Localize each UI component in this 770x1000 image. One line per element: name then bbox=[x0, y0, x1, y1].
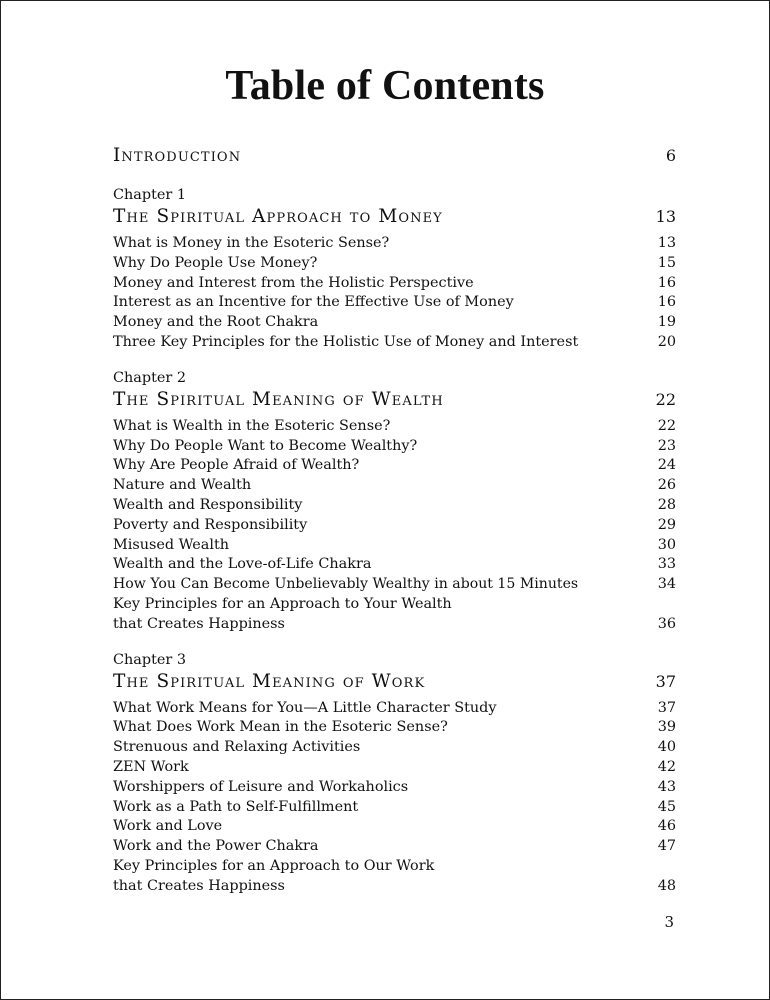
toc-entry-text: What is Wealth in the Esoteric Sense? bbox=[113, 417, 391, 434]
toc-entry[interactable] bbox=[113, 738, 676, 758]
toc-entry-text: Misused Wealth bbox=[113, 536, 230, 553]
toc-entry[interactable] bbox=[113, 798, 676, 818]
toc-entry-text: ZEN Work bbox=[113, 758, 189, 775]
toc-entry-text: Key Principles for an Approach to Your Wealth bbox=[113, 595, 452, 612]
table-of-contents bbox=[113, 143, 676, 897]
chapter-3 bbox=[113, 651, 676, 897]
toc-entry[interactable] bbox=[113, 699, 676, 719]
toc-entry-text: Why Do People Use Money? bbox=[113, 254, 318, 271]
toc-entry-text: Worshippers of Leisure and Workaholics bbox=[113, 778, 409, 795]
toc-entry-text: Wealth and the Love-of-Life Chakra bbox=[113, 556, 372, 573]
toc-page-number: 13 bbox=[657, 235, 676, 251]
chapter-label: Chapter 2 bbox=[113, 369, 186, 386]
toc-entry[interactable] bbox=[113, 476, 676, 496]
toc-page-number: 29 bbox=[657, 516, 676, 533]
toc-entry-text: Money and Interest from the Holistic Perspective bbox=[113, 274, 474, 291]
toc-entry-text: Interest as an Incentive for the Effective Use of Money bbox=[113, 294, 514, 311]
chapter-1 bbox=[113, 186, 676, 353]
toc-entry[interactable] bbox=[113, 758, 676, 778]
toc-page-number: 16 bbox=[657, 294, 676, 311]
toc-page-number: 20 bbox=[657, 333, 676, 350]
chapter-title-row[interactable] bbox=[113, 387, 676, 413]
toc-entry-text: Poverty and Responsibility bbox=[113, 516, 308, 533]
toc-page-number: 40 bbox=[657, 739, 676, 756]
toc-entry[interactable] bbox=[113, 837, 676, 857]
toc-entry[interactable] bbox=[113, 333, 676, 353]
toc-entry[interactable] bbox=[113, 575, 676, 595]
toc-page-number: 22 bbox=[657, 417, 676, 434]
chapter-title-row[interactable] bbox=[113, 204, 676, 230]
toc-entry-text: Strenuous and Relaxing Activities bbox=[113, 739, 361, 756]
toc-page-number: 13 bbox=[655, 207, 676, 226]
toc-entry[interactable] bbox=[113, 516, 676, 536]
toc-page-number: 26 bbox=[657, 477, 676, 494]
toc-page-number: 45 bbox=[657, 798, 676, 815]
toc-page-number: 48 bbox=[657, 877, 676, 894]
toc-introduction[interactable] bbox=[113, 143, 676, 169]
toc-entry-text: How You Can Become Unbelievably Wealthy in about 15 Minutes bbox=[113, 576, 579, 593]
toc-entry[interactable] bbox=[113, 817, 676, 837]
toc-entry-text: that Creates Happiness bbox=[113, 615, 285, 632]
chapter-title: The Spiritual Approach to Money bbox=[113, 206, 443, 227]
toc-entry[interactable] bbox=[113, 555, 676, 575]
toc-entry-text: Work and Love bbox=[113, 818, 223, 835]
toc-entry[interactable] bbox=[113, 293, 676, 313]
toc-page-number: 36 bbox=[657, 615, 676, 632]
toc-page-number: 22 bbox=[655, 389, 676, 409]
toc-entry-text: Key Principles for an Approach to Our Work bbox=[113, 857, 435, 874]
toc-entry[interactable] bbox=[113, 778, 676, 798]
toc-entry-continuation[interactable] bbox=[113, 877, 676, 897]
chapter-label: Chapter 3 bbox=[113, 651, 186, 668]
page-folio-number: 3 bbox=[664, 913, 674, 931]
toc-heading-label: Introduction bbox=[113, 145, 242, 166]
chapter-title-row[interactable] bbox=[113, 669, 676, 695]
toc-page-number: 42 bbox=[657, 758, 676, 775]
toc-page-number: 15 bbox=[657, 254, 676, 271]
toc-page-number: 33 bbox=[657, 556, 676, 573]
toc-entry-text: Work and the Power Chakra bbox=[113, 838, 319, 855]
toc-page-number: 34 bbox=[657, 576, 676, 593]
toc-entry[interactable] bbox=[113, 496, 676, 516]
toc-page-number: 37 bbox=[655, 671, 676, 691]
toc-page-number: 46 bbox=[657, 818, 676, 835]
toc-page-number: 43 bbox=[657, 778, 676, 795]
toc-entry-text: Money and the Root Chakra bbox=[113, 314, 319, 331]
toc-page-number: 28 bbox=[657, 496, 676, 513]
toc-entry[interactable] bbox=[113, 313, 676, 333]
toc-entry-first-line[interactable] bbox=[113, 857, 676, 877]
toc-entry[interactable] bbox=[113, 437, 676, 457]
toc-entry[interactable] bbox=[113, 536, 676, 556]
toc-entry[interactable] bbox=[113, 274, 676, 294]
toc-entry-first-line[interactable] bbox=[113, 595, 676, 615]
toc-entry[interactable] bbox=[113, 718, 676, 738]
toc-entry[interactable] bbox=[113, 417, 676, 437]
toc-entry-text: Wealth and Responsibility bbox=[113, 496, 303, 513]
toc-page-number: 6 bbox=[665, 146, 676, 165]
page-title: Table of Contents bbox=[225, 63, 545, 109]
chapter-title: The Spiritual Meaning of Work bbox=[113, 670, 426, 692]
toc-page-number: 39 bbox=[657, 719, 676, 736]
toc-entry-text: Why Are People Afraid of Wealth? bbox=[113, 457, 360, 474]
toc-page-number: 19 bbox=[657, 314, 676, 331]
chapter-2 bbox=[113, 369, 676, 635]
toc-page-number: 24 bbox=[657, 457, 676, 474]
toc-entry-text: Three Key Principles for the Holistic Use of Money and Interest bbox=[113, 333, 579, 350]
toc-entry[interactable] bbox=[113, 234, 676, 254]
toc-page-number: 23 bbox=[657, 437, 676, 454]
chapter-label: Chapter 1 bbox=[113, 187, 186, 203]
toc-entry-text: Work as a Path to Self-Fulfillment bbox=[113, 798, 359, 815]
toc-entry[interactable] bbox=[113, 456, 676, 476]
toc-entry-text: Nature and Wealth bbox=[113, 477, 252, 494]
toc-page-number: 37 bbox=[657, 699, 676, 716]
toc-entry-text: What is Money in the Esoteric Sense? bbox=[113, 235, 390, 251]
toc-entry[interactable] bbox=[113, 254, 676, 274]
toc-entry-text: Why Do People Want to Become Wealthy? bbox=[113, 437, 418, 454]
toc-entry-text: What Does Work Mean in the Esoteric Sense? bbox=[113, 719, 448, 736]
toc-page-number: 16 bbox=[657, 274, 676, 291]
toc-page-number: 30 bbox=[657, 536, 676, 553]
toc-entry-text: that Creates Happiness bbox=[113, 877, 285, 894]
chapter-title: The Spiritual Meaning of Wealth bbox=[113, 388, 444, 410]
toc-entry-text: What Work Means for You—A Little Character Study bbox=[113, 699, 497, 716]
toc-entry-continuation[interactable] bbox=[113, 615, 676, 635]
toc-page-number: 47 bbox=[657, 838, 676, 855]
